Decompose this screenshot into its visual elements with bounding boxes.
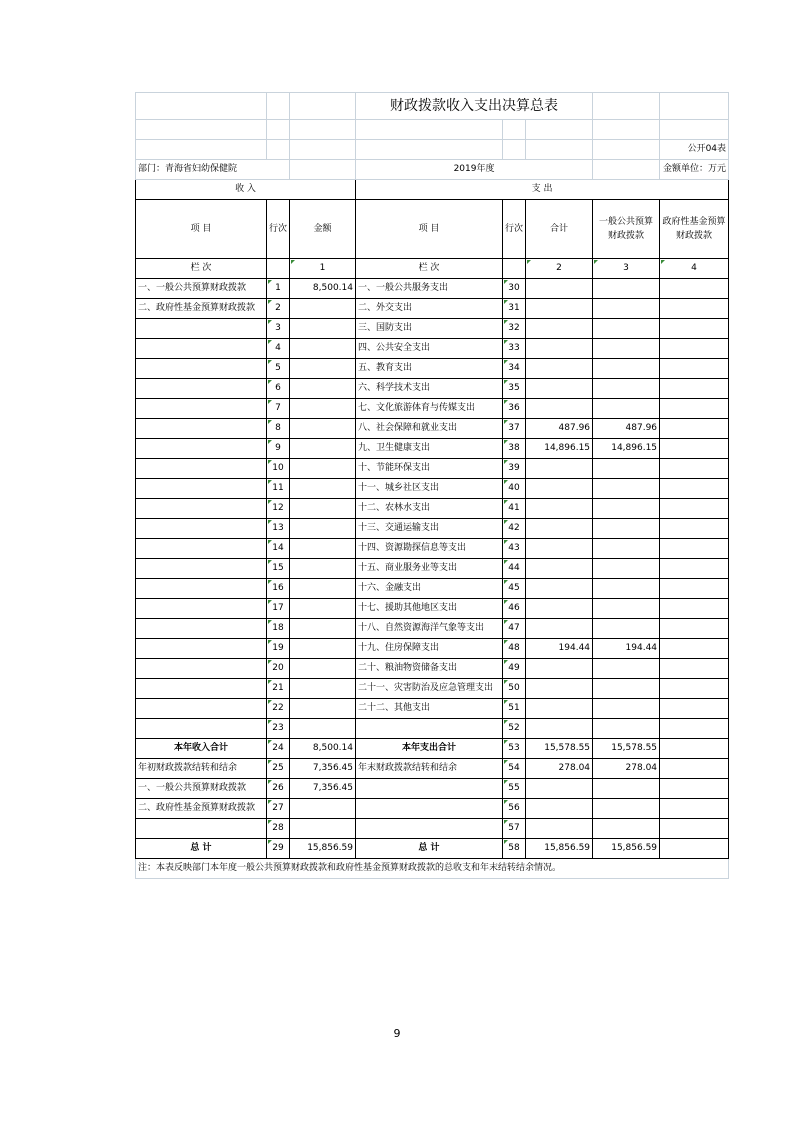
- expense-total: [526, 619, 593, 639]
- income-row-number: 21: [267, 679, 290, 699]
- general-budget-amount: [593, 559, 660, 579]
- income-item: [136, 319, 267, 339]
- gov-fund-amount: [660, 339, 729, 359]
- income-amount: [290, 399, 356, 419]
- income-amount: [290, 699, 356, 719]
- expense-total: [526, 699, 593, 719]
- expense-item: 六、科学技术支出: [356, 379, 503, 399]
- form-code: 公开04表: [660, 140, 729, 160]
- expense-row-number: 54: [503, 759, 526, 779]
- income-item: 本年收入合计: [136, 739, 267, 759]
- column-label: 栏 次: [136, 259, 267, 279]
- income-amount: 15,856.59: [290, 839, 356, 859]
- income-item: [136, 679, 267, 699]
- gov-fund-amount: [660, 439, 729, 459]
- income-row-number: 12: [267, 499, 290, 519]
- table-row: [136, 579, 729, 599]
- gov-fund-header: 政府性基金预算财政拨款: [660, 200, 729, 259]
- fiscal-year: 2019年度: [356, 160, 593, 180]
- expense-item: 四、公共安全支出: [356, 339, 503, 359]
- income-item: [136, 379, 267, 399]
- expense-total: 15,578.55: [526, 739, 593, 759]
- expense-row-number: 57: [503, 819, 526, 839]
- general-budget-amount: [593, 679, 660, 699]
- income-item: [136, 479, 267, 499]
- expense-total: [526, 339, 593, 359]
- income-amount: [290, 299, 356, 319]
- income-amount: [290, 819, 356, 839]
- expense-row-number: 44: [503, 559, 526, 579]
- income-amount: [290, 359, 356, 379]
- expense-total: [526, 279, 593, 299]
- income-item: [136, 599, 267, 619]
- income-row-number: 18: [267, 619, 290, 639]
- expense-item: 十六、金融支出: [356, 579, 503, 599]
- expense-row-number: 34: [503, 359, 526, 379]
- income-row-number: 29: [267, 839, 290, 859]
- expense-item: 二十、粮油物资储备支出: [356, 659, 503, 679]
- expense-item: 本年支出合计: [356, 739, 503, 759]
- income-amount: [290, 499, 356, 519]
- gov-fund-amount: [660, 359, 729, 379]
- expense-item: 总 计: [356, 839, 503, 859]
- expense-total: [526, 399, 593, 419]
- expense-header: 支 出: [356, 180, 729, 200]
- table-row: [136, 779, 729, 799]
- expense-total: [526, 819, 593, 839]
- income-amount: [290, 719, 356, 739]
- expense-item: 二、外交支出: [356, 299, 503, 319]
- expense-row-number: 37: [503, 419, 526, 439]
- income-row-number: 16: [267, 579, 290, 599]
- expense-total: [526, 479, 593, 499]
- income-item: [136, 819, 267, 839]
- table-row: [136, 319, 729, 339]
- table-row: [136, 499, 729, 519]
- expense-item: [356, 799, 503, 819]
- income-amount: [290, 339, 356, 359]
- income-row-number: 14: [267, 539, 290, 559]
- income-row-number: 24: [267, 739, 290, 759]
- gov-fund-amount: [660, 719, 729, 739]
- income-row-number: 22: [267, 699, 290, 719]
- income-item: [136, 539, 267, 559]
- general-budget-amount: [593, 619, 660, 639]
- income-header: 收 入: [136, 180, 356, 200]
- expense-item: 十二、农林水支出: [356, 499, 503, 519]
- expense-total: 194.44: [526, 639, 593, 659]
- expense-item: 十四、资源勘探信息等支出: [356, 539, 503, 559]
- expense-total: 15,856.59: [526, 839, 593, 859]
- general-budget-amount: [593, 599, 660, 619]
- expense-total: [526, 799, 593, 819]
- expense-item: 八、社会保障和就业支出: [356, 419, 503, 439]
- income-amount: [290, 379, 356, 399]
- expense-item: 十八、自然资源海洋气象等支出: [356, 619, 503, 639]
- expense-total: [526, 379, 593, 399]
- expense-row-number: 55: [503, 779, 526, 799]
- income-row-number: 7: [267, 399, 290, 419]
- income-row-number: 10: [267, 459, 290, 479]
- table-row: [136, 279, 729, 299]
- expense-row-number: 46: [503, 599, 526, 619]
- table-row: [136, 839, 729, 859]
- column-number-1: 1: [290, 259, 356, 279]
- expense-item-header: 项 目: [356, 200, 503, 259]
- income-amount: [290, 519, 356, 539]
- income-row-number: 3: [267, 319, 290, 339]
- gov-fund-amount: [660, 539, 729, 559]
- gov-fund-amount: [660, 379, 729, 399]
- expense-row-no-header: 行次: [503, 200, 526, 259]
- gov-fund-amount: [660, 839, 729, 859]
- table-row: [136, 519, 729, 539]
- gov-fund-amount: [660, 459, 729, 479]
- income-row-number: 13: [267, 519, 290, 539]
- department-label: 部门：青海省妇幼保健院: [136, 160, 290, 180]
- table-row: [136, 459, 729, 479]
- income-amount-header: 金额: [290, 200, 356, 259]
- expense-total: [526, 599, 593, 619]
- gov-fund-amount: [660, 799, 729, 819]
- table-row: [136, 799, 729, 819]
- income-row-number: 8: [267, 419, 290, 439]
- income-item: [136, 399, 267, 419]
- income-amount: [290, 679, 356, 699]
- income-item: [136, 659, 267, 679]
- table-row: [136, 659, 729, 679]
- column-label: 栏 次: [356, 259, 503, 279]
- expense-total: [526, 319, 593, 339]
- gov-fund-amount: [660, 479, 729, 499]
- income-amount: [290, 459, 356, 479]
- expense-row-number: 30: [503, 279, 526, 299]
- table-row: [136, 439, 729, 459]
- income-row-number: 23: [267, 719, 290, 739]
- income-amount: [290, 639, 356, 659]
- income-row-number: 20: [267, 659, 290, 679]
- table-row: [136, 339, 729, 359]
- income-amount: [290, 799, 356, 819]
- expense-item: 七、文化旅游体育与传媒支出: [356, 399, 503, 419]
- expense-total: [526, 779, 593, 799]
- expense-total: 14,896.15: [526, 439, 593, 459]
- income-row-number: 11: [267, 479, 290, 499]
- expense-row-number: 43: [503, 539, 526, 559]
- income-item: [136, 339, 267, 359]
- income-item: [136, 419, 267, 439]
- gov-fund-amount: [660, 579, 729, 599]
- general-budget-amount: [593, 659, 660, 679]
- expense-item: 二十二、其他支出: [356, 699, 503, 719]
- expense-row-number: 47: [503, 619, 526, 639]
- income-row-no-header: 行次: [267, 200, 290, 259]
- income-item: [136, 359, 267, 379]
- table-row: [136, 619, 729, 639]
- expense-row-number: 35: [503, 379, 526, 399]
- gov-fund-amount: [660, 739, 729, 759]
- gov-fund-amount: [660, 559, 729, 579]
- table-row: [136, 759, 729, 779]
- expense-total: [526, 659, 593, 679]
- general-budget-amount: [593, 719, 660, 739]
- expense-item: 年末财政拨款结转和结余: [356, 759, 503, 779]
- income-amount: [290, 559, 356, 579]
- general-budget-amount: [593, 299, 660, 319]
- expense-row-number: 32: [503, 319, 526, 339]
- income-row-number: 17: [267, 599, 290, 619]
- expense-row-number: 33: [503, 339, 526, 359]
- income-item: [136, 719, 267, 739]
- table-row: [136, 599, 729, 619]
- general-budget-amount: [593, 279, 660, 299]
- page-number: 9: [393, 1027, 401, 1040]
- income-item: [136, 559, 267, 579]
- gov-fund-amount: [660, 519, 729, 539]
- income-item: [136, 439, 267, 459]
- general-budget-amount: 15,578.55: [593, 739, 660, 759]
- general-budget-amount: [593, 539, 660, 559]
- gov-fund-amount: [660, 419, 729, 439]
- expense-item: 十、节能环保支出: [356, 459, 503, 479]
- expense-total: 487.96: [526, 419, 593, 439]
- income-amount: [290, 619, 356, 639]
- gov-fund-amount: [660, 699, 729, 719]
- table-row: [136, 379, 729, 399]
- income-item: 一、一般公共预算财政拨款: [136, 279, 267, 299]
- column-number-2: 2: [526, 259, 593, 279]
- expense-total: [526, 359, 593, 379]
- table-row: [136, 719, 729, 739]
- expense-item: 十五、商业服务业等支出: [356, 559, 503, 579]
- expense-row-number: 40: [503, 479, 526, 499]
- income-amount: [290, 659, 356, 679]
- general-budget-amount: [593, 699, 660, 719]
- table-row: [136, 399, 729, 419]
- table-row: [136, 479, 729, 499]
- expense-item: 五、教育支出: [356, 359, 503, 379]
- general-budget-amount: [593, 499, 660, 519]
- general-budget-amount: [593, 399, 660, 419]
- expense-row-number: 45: [503, 579, 526, 599]
- table-row: [136, 739, 729, 759]
- expense-total: [526, 579, 593, 599]
- expense-total: [526, 519, 593, 539]
- expense-total-header: 合计: [526, 200, 593, 259]
- expense-total: [526, 459, 593, 479]
- general-budget-amount: 194.44: [593, 639, 660, 659]
- expense-row-number: 31: [503, 299, 526, 319]
- general-budget-amount: 278.04: [593, 759, 660, 779]
- expense-row-number: 42: [503, 519, 526, 539]
- expense-total: [526, 499, 593, 519]
- expense-row-number: 41: [503, 499, 526, 519]
- income-row-number: 25: [267, 759, 290, 779]
- expense-row-number: 56: [503, 799, 526, 819]
- income-item: [136, 639, 267, 659]
- income-row-number: 15: [267, 559, 290, 579]
- table-row: [136, 539, 729, 559]
- general-budget-amount: [593, 479, 660, 499]
- gov-fund-amount: [660, 599, 729, 619]
- expense-item: 十七、援助其他地区支出: [356, 599, 503, 619]
- table-row: [136, 419, 729, 439]
- expense-total: 278.04: [526, 759, 593, 779]
- expense-row-number: 36: [503, 399, 526, 419]
- expense-row-number: 58: [503, 839, 526, 859]
- table-row: [136, 639, 729, 659]
- expense-row-number: 52: [503, 719, 526, 739]
- expense-row-number: 51: [503, 699, 526, 719]
- column-number-3: 3: [593, 259, 660, 279]
- expense-row-number: 50: [503, 679, 526, 699]
- expense-item: [356, 779, 503, 799]
- expense-item: 十三、交通运输支出: [356, 519, 503, 539]
- expense-item: 二十一、灾害防治及应急管理支出: [356, 679, 503, 699]
- table-row: [136, 699, 729, 719]
- general-budget-amount: 14,896.15: [593, 439, 660, 459]
- expense-total: [526, 559, 593, 579]
- expense-item: 三、国防支出: [356, 319, 503, 339]
- gov-fund-amount: [660, 819, 729, 839]
- income-item-header: 项 目: [136, 200, 267, 259]
- income-item: 二、政府性基金预算财政拨款: [136, 799, 267, 819]
- income-row-number: 4: [267, 339, 290, 359]
- expense-total: [526, 719, 593, 739]
- income-amount: 8,500.14: [290, 279, 356, 299]
- income-row-number: 6: [267, 379, 290, 399]
- expense-item: 十一、城乡社区支出: [356, 479, 503, 499]
- income-amount: [290, 419, 356, 439]
- income-amount: [290, 579, 356, 599]
- general-budget-amount: [593, 779, 660, 799]
- expense-total: [526, 539, 593, 559]
- expense-total: [526, 299, 593, 319]
- table-row: [136, 559, 729, 579]
- expense-row-number: 48: [503, 639, 526, 659]
- general-budget-amount: [593, 819, 660, 839]
- table-row: [136, 679, 729, 699]
- income-row-number: 26: [267, 779, 290, 799]
- income-item: 总 计: [136, 839, 267, 859]
- income-item: [136, 699, 267, 719]
- income-amount: [290, 439, 356, 459]
- income-amount: [290, 539, 356, 559]
- income-item: [136, 579, 267, 599]
- income-amount: 7,356.45: [290, 759, 356, 779]
- income-row-number: 28: [267, 819, 290, 839]
- general-budget-amount: [593, 339, 660, 359]
- gov-fund-amount: [660, 779, 729, 799]
- income-amount: [290, 319, 356, 339]
- expense-row-number: 39: [503, 459, 526, 479]
- income-amount: 7,356.45: [290, 779, 356, 799]
- expense-row-number: 49: [503, 659, 526, 679]
- general-budget-amount: [593, 319, 660, 339]
- expense-item: [356, 819, 503, 839]
- gov-fund-amount: [660, 399, 729, 419]
- expense-total: [526, 679, 593, 699]
- table-note: 注：本表反映部门本年度一般公共预算财政拨款和政府性基金预算财政拨款的总收支和年末结转结余情况。: [136, 859, 729, 879]
- gov-fund-amount: [660, 299, 729, 319]
- gov-fund-amount: [660, 619, 729, 639]
- general-budget-amount: [593, 799, 660, 819]
- general-budget-amount: [593, 579, 660, 599]
- gov-fund-amount: [660, 679, 729, 699]
- income-item: 二、政府性基金预算财政拨款: [136, 299, 267, 319]
- expense-row-number: 53: [503, 739, 526, 759]
- gov-fund-amount: [660, 279, 729, 299]
- table-row: [136, 819, 729, 839]
- income-item: [136, 619, 267, 639]
- expense-item: 一、一般公共服务支出: [356, 279, 503, 299]
- income-row-number: 27: [267, 799, 290, 819]
- general-budget-amount: [593, 459, 660, 479]
- income-amount: [290, 599, 356, 619]
- income-item: 年初财政拨款结转和结余: [136, 759, 267, 779]
- gov-fund-amount: [660, 319, 729, 339]
- general-budget-amount: [593, 359, 660, 379]
- expense-item: 十九、住房保障支出: [356, 639, 503, 659]
- gov-fund-amount: [660, 659, 729, 679]
- income-row-number: 1: [267, 279, 290, 299]
- income-row-number: 5: [267, 359, 290, 379]
- income-amount: [290, 479, 356, 499]
- expense-item: 九、卫生健康支出: [356, 439, 503, 459]
- expense-item: [356, 719, 503, 739]
- income-item: [136, 459, 267, 479]
- general-budget-amount: 487.96: [593, 419, 660, 439]
- gov-fund-amount: [660, 759, 729, 779]
- income-row-number: 2: [267, 299, 290, 319]
- amount-unit: 金额单位：万元: [660, 160, 729, 180]
- column-number-4: 4: [660, 259, 729, 279]
- general-budget-amount: 15,856.59: [593, 839, 660, 859]
- expense-row-number: 38: [503, 439, 526, 459]
- income-item: [136, 499, 267, 519]
- general-budget-amount: [593, 379, 660, 399]
- table-row: [136, 359, 729, 379]
- table-title: 财政拨款收入支出决算总表: [356, 93, 593, 120]
- fiscal-appropriation-table: [135, 92, 729, 879]
- gov-fund-amount: [660, 499, 729, 519]
- general-budget-amount: [593, 519, 660, 539]
- income-row-number: 9: [267, 439, 290, 459]
- income-item: 一、一般公共预算财政拨款: [136, 779, 267, 799]
- income-row-number: 19: [267, 639, 290, 659]
- general-budget-header: 一般公共预算财政拨款: [593, 200, 660, 259]
- table-row: [136, 299, 729, 319]
- income-amount: 8,500.14: [290, 739, 356, 759]
- income-item: [136, 519, 267, 539]
- gov-fund-amount: [660, 639, 729, 659]
